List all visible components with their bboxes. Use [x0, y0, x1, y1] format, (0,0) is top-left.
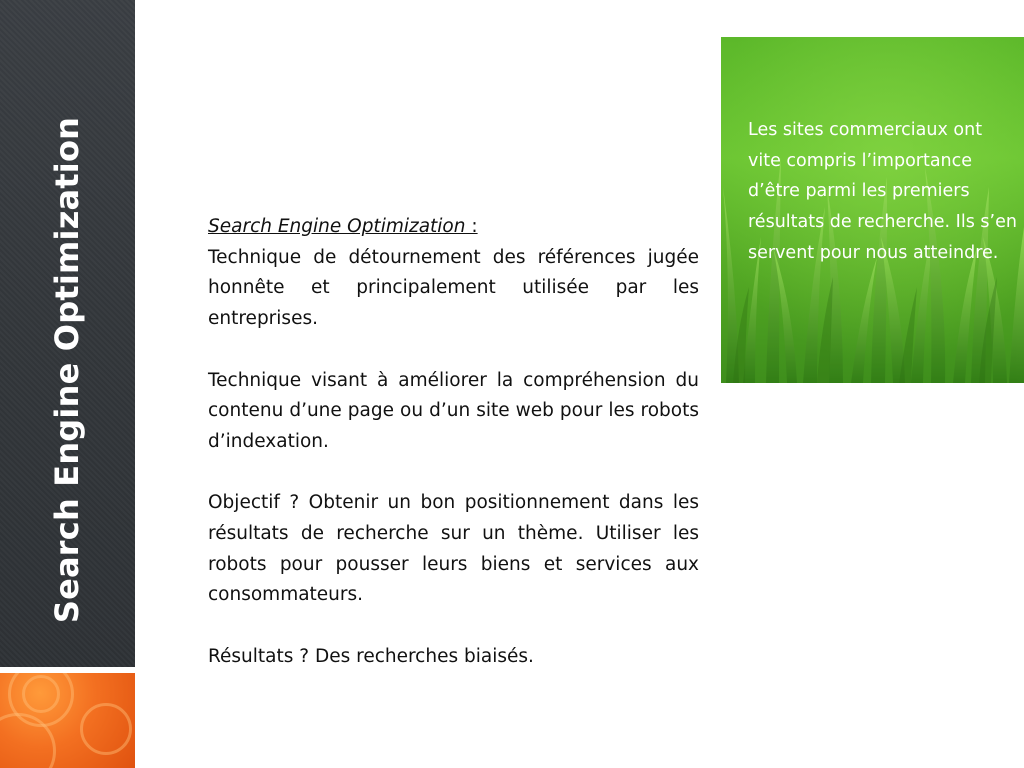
definition-colon: : [465, 216, 478, 237]
definition-heading [208, 212, 699, 243]
paragraph-purpose: Technique visant à améliorer la compréhension du contenu d’une page ou d’un site web pour les robots d’indexation. [208, 369, 699, 452]
main-text-block [208, 212, 699, 673]
paragraph-results: Résultats ? Des recherches biaisés. [208, 645, 534, 667]
callout-text: Les sites commerciaux ont vite compris l’importance d’être parmi les premiers résultats de recherche. Ils s’en servent pour nous atteindre. [748, 120, 1017, 263]
grass-callout-panel [721, 37, 1024, 383]
paragraph-objective: Objectif ? Obtenir un bon positionnement dans les résultats de recherche sur un thème. Utiliser les robots pour pousser leurs biens et services aux consommateurs. [208, 492, 699, 606]
orange-decoration [0, 673, 135, 768]
definition-term: Search Engine Optimization [208, 216, 466, 237]
sidebar [0, 0, 135, 667]
slide-title: Search Engine Optimization [48, 116, 86, 624]
paragraph-definition: Technique de détournement des références jugée honnête et principalement utilisée par les entreprises. [208, 246, 699, 330]
